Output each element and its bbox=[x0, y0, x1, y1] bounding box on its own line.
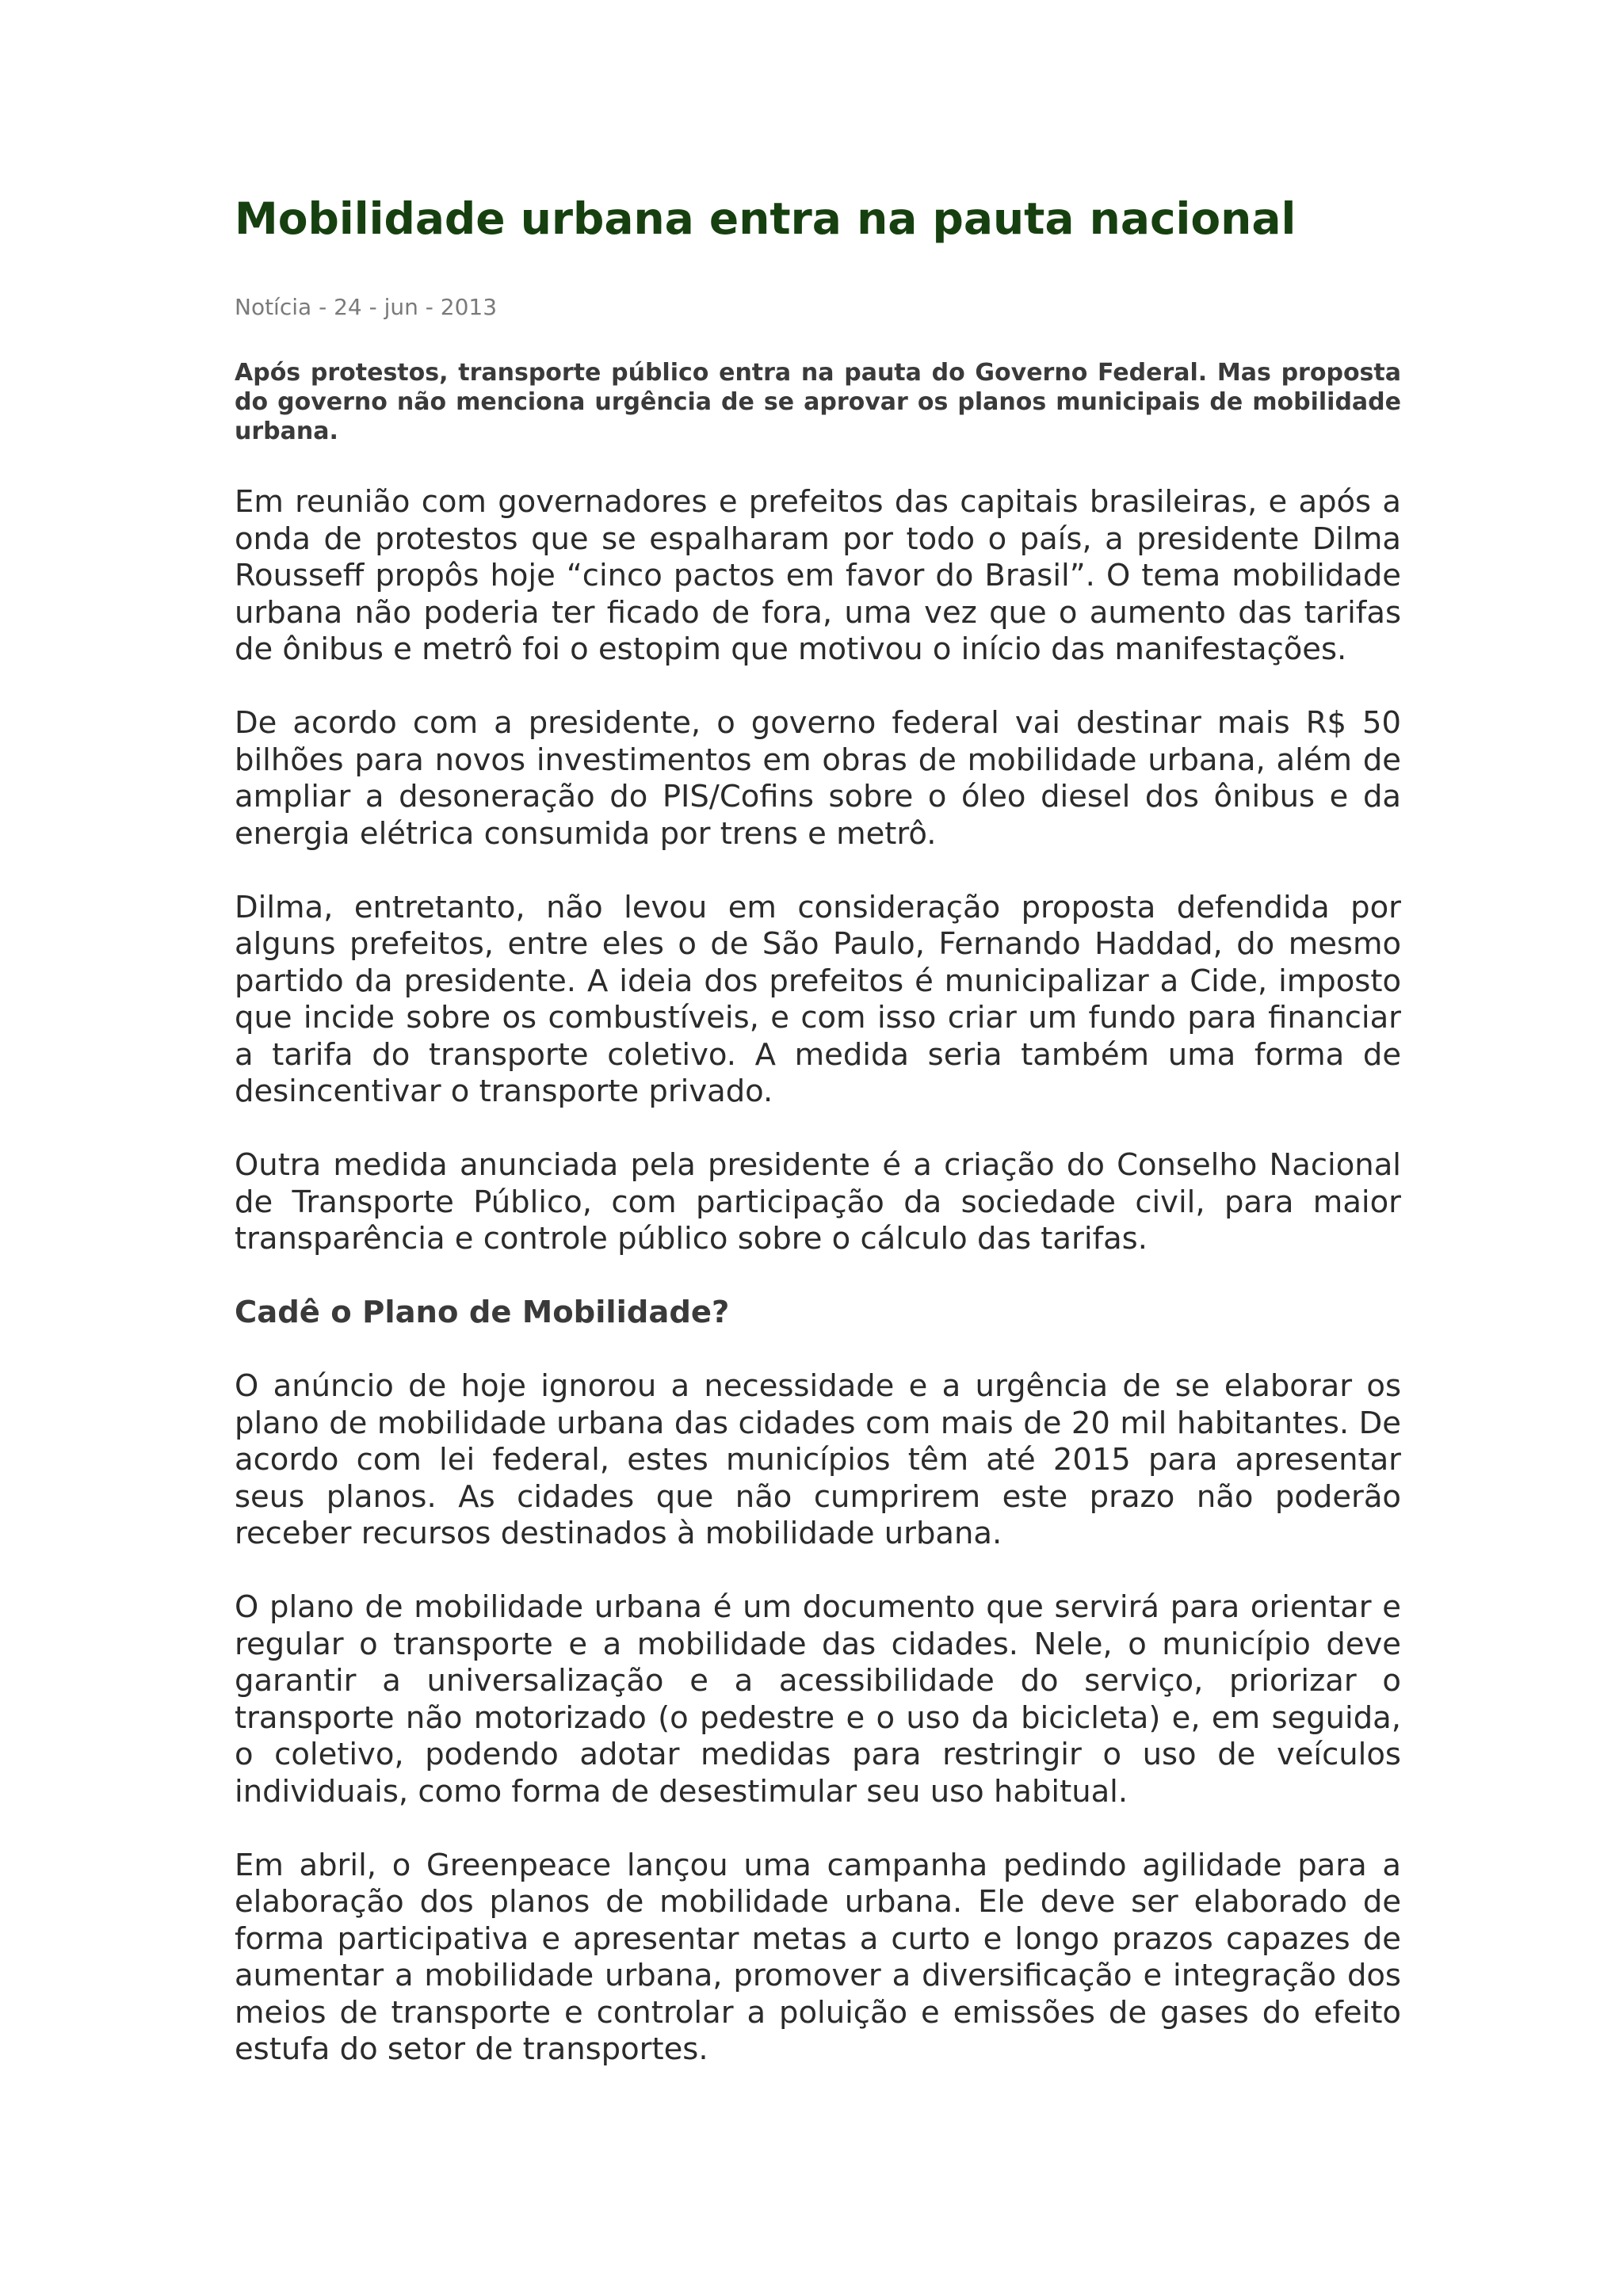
article-lead: Após protestos, transporte público entra na pauta do Governo Federal. Mas proposta do governo não menciona urgência de se aprovar os planos municipais de mobilidade urbana. bbox=[235, 359, 1401, 445]
paragraph: Outra medida anunciada pela presidente é a criação do Conselho Nacional de Transporte Público, com participação da sociedade civil, para maior transparência e controle público sobre o cálculo das tarifas. bbox=[235, 1147, 1401, 1257]
article-meta: Notícia - 24 - jun - 2013 bbox=[235, 294, 498, 320]
paragraph: Dilma, entretanto, não levou em consideração proposta defendida por alguns prefeitos, entre eles o de São Paulo, Fernando Haddad, do mesmo partido da presidente. A ideia dos prefeitos é municipalizar a Cide, imposto que incide sobre os combustíveis, e com isso criar um fundo para financiar a tarifa do transporte coletivo. A medida seria também uma forma de desincentivar o transporte privado. bbox=[235, 889, 1401, 1109]
paragraph: O anúncio de hoje ignorou a necessidade e a urgência de se elaborar os plano de mobilidade urbana das cidades com mais de 20 mil habitantes. De acordo com lei federal, estes municípios têm até 2015 para apresentar seus planos. As cidades que não cumprirem este prazo não poderão receber recursos destinados à mobilidade urbana. bbox=[235, 1368, 1401, 1551]
paragraph: Em reunião com governadores e prefeitos das capitais brasileiras, e após a onda de protestos que se espalharam por todo o país, a presidente Dilma Rousseff propôs hoje “cinco pactos em favor do Brasil”. O tema mobilidade urbana não poderia ter ficado de fora, uma vez que o aumento das tarifas de ônibus e metrô foi o estopim que motivou o início das manifestações. bbox=[235, 484, 1401, 667]
paragraph: De acordo com a presidente, o governo federal vai destinar mais R$ 50 bilhões para novos investimentos em obras de mobilidade urbana, além de ampliar a desoneração do PIS/Cofins sobre o óleo diesel dos ônibus e da energia elétrica consumida por trens e metrô. bbox=[235, 705, 1401, 852]
article bbox=[235, 190, 1401, 2069]
paragraph: O plano de mobilidade urbana é um documento que servirá para orientar e regular o transporte e a mobilidade das cidades. Nele, o município deve garantir a universalização e a acessibilidade do serviço, priorizar o transporte não motorizado (o pedestre e o uso da bicicleta) e, em seguida, o coletivo, podendo adotar medidas para restringir o uso de veículos individuais, como forma de desestimular seu uso habitual. bbox=[235, 1589, 1401, 1810]
article-title: Mobilidade urbana entra na pauta nacional bbox=[235, 193, 1296, 244]
section-heading: Cadê o Plano de Mobilidade? bbox=[235, 1295, 730, 1330]
paragraph: Em abril, o Greenpeace lançou uma campanha pedindo agilidade para a elaboração dos planos de mobilidade urbana. Ele deve ser elaborado de forma participativa e apresentar metas a curto e longo prazos capazes de aumentar a mobilidade urbana, promover a diversificação e integração dos meios de transporte e controlar a poluição e emissões de gases do efeito estufa do setor de transportes. bbox=[235, 1847, 1401, 2067]
